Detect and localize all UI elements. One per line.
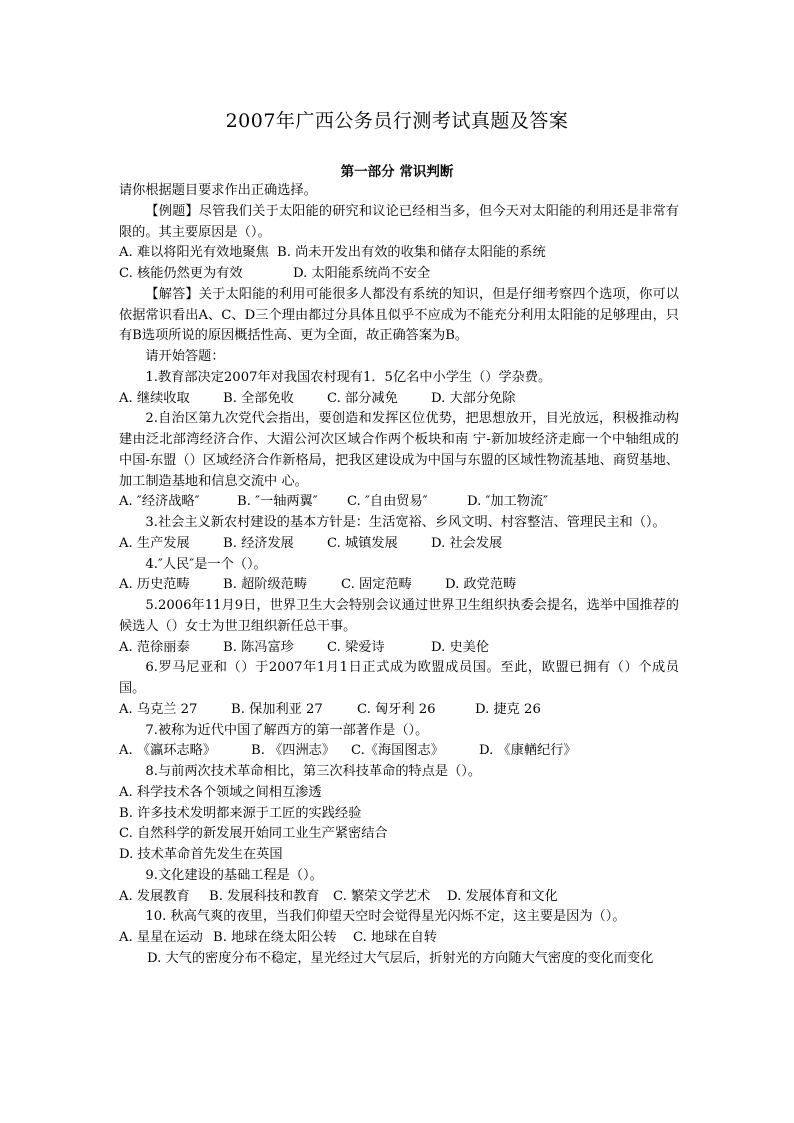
- example-options-row: [119, 264, 679, 285]
- question-text: 2.自治区第九次党代会指出，要创造和发挥区位优势，把思想放开，目光放远，积极推动构建由泛北部湾经济合作、大湄公河次区域合作两个板块和南 宁-新加坡经济走廊一个中轴组成的中国-东盟（）区域经济合作新格局，把我区建设成为中国与东盟的区域性物流基地、商贸基地、加工制造基地和信息交流中 心。: [119, 411, 679, 489]
- option: B. ″一轴两翼″: [237, 494, 318, 510]
- question-text: 6.罗马尼亚和（）于2007年1月1日正式成为欧盟成员国。至此，欧盟已拥有（）个成员国。: [119, 660, 679, 696]
- option: A. 难以将阳光有效地聚焦: [119, 245, 269, 261]
- question-text: 7.被称为近代中国了解西方的第一部著作是（）。: [145, 722, 429, 738]
- option: B. 《四洲志》: [251, 743, 336, 759]
- option: D. 太阳能系统尚不安全: [293, 266, 431, 281]
- option: D. 《康輶纪行》: [479, 743, 577, 759]
- option: D. 社会发展: [431, 535, 503, 551]
- options-row: [119, 887, 679, 908]
- question-text: 1.教育部决定2007年对我国农村现有1．5亿名中小学生（）学杂费。: [145, 369, 552, 385]
- option: B. 地球在绕太阳公转: [213, 930, 337, 945]
- option: C. ″自由贸易″: [347, 494, 428, 510]
- option: A. 乌克兰 27: [119, 701, 198, 717]
- option-line: D. 大气的密度分布不稳定，星光经过大气层后，折射光的方向随大气密度的变化而变化: [147, 950, 654, 966]
- option: D. 政党范畴: [445, 577, 517, 593]
- question-text: 8.与前两次技术革命相比，第三次科技革命的特点是（）。: [145, 764, 482, 779]
- option: D. ″加工物流″: [467, 494, 549, 510]
- option: C. 固定范畴: [341, 577, 412, 593]
- question-text: 9.文化建设的基础工程是（）。: [145, 867, 323, 883]
- question-text: 5.2006年11月9日，世界卫生大会特别会议通过世界卫生组织执委会提名，选举中国推荐的候选人（）女士为世卫组织新任总干事。: [119, 598, 679, 634]
- option: C. 繁荣文学艺术: [333, 888, 431, 904]
- section-heading: 第一部分 常识判断: [340, 164, 454, 180]
- start-prompt: 请开始答题：: [145, 349, 225, 364]
- option: C. 地球在自转: [353, 930, 437, 945]
- options-row: [119, 928, 679, 949]
- option: B. 经济发展: [223, 535, 294, 551]
- option-line: A. 科学技术各个领域之间相互渗透: [119, 784, 322, 800]
- question-text: 4.″人民″是一个（）。: [145, 556, 267, 572]
- option: C. 匈牙利 26: [357, 701, 436, 717]
- option: B. 陈冯富珍: [223, 639, 294, 655]
- option: A. 发展教育: [119, 888, 190, 904]
- options-row: [119, 638, 679, 659]
- option: B. 保加利亚 27: [231, 701, 323, 717]
- options-row: [119, 700, 679, 721]
- example-options-row: [119, 243, 679, 264]
- option: B. 发展科技和教育: [209, 888, 320, 904]
- option: C. 城镇发展: [327, 535, 398, 551]
- example-question: 【例题】尽管我们关于太阳能的研究和议论已经相当多，但今天对太阳能的利用还是非常有限的。其主要原因是（）。: [119, 203, 679, 240]
- option: D. 发展体育和文化: [447, 888, 558, 904]
- option: C.《海国图志》: [351, 743, 444, 759]
- option: C. 部分减免: [327, 390, 398, 406]
- options-row: [119, 389, 679, 410]
- option: D. 捷克 26: [475, 701, 541, 717]
- option: A. 范徐丽泰: [119, 639, 190, 655]
- options-row: [119, 741, 679, 762]
- option: A. ″经济战略″: [119, 494, 200, 510]
- options-row: [119, 534, 679, 555]
- options-row: [119, 575, 679, 596]
- option: A. 历史范畴: [119, 577, 190, 593]
- option: A. 星星在运动: [119, 930, 203, 945]
- option: A. 《瀛环志略》: [119, 743, 217, 759]
- option-line: D. 技术革命首先发生在英国: [119, 847, 283, 862]
- option: B. 尚未开发出有效的收集和储存太阳能的系统: [277, 245, 546, 261]
- option: B. 超阶级范畴: [223, 577, 308, 593]
- option: A. 生产发展: [119, 535, 190, 551]
- question-text: 10. 秋高气爽的夜里，当我们仰望天空时会觉得星光闪烁不定，这主要是因为（）。: [145, 909, 626, 925]
- option: A. 继续收取: [119, 390, 190, 406]
- example-answer: 【解答】关于太阳能的利用可能很多人都没有系统的知识，但是仔细考察四个选项，你可以依据常识看出A、C、D三个理由都过分具体且似乎不应成为不能充分利用太阳能的足够理由，只有B选项所说的原因概括性高、更为全面，故正确答案为B。: [119, 286, 679, 344]
- option: D. 史美伦: [431, 639, 490, 655]
- option-line: C. 自然科学的新发展开始同工业生产紧密结合: [119, 826, 388, 842]
- question-text: 3.社会主义新农村建设的基本方针是：生活宽裕、乡风文明、村容整洁、管理民主和（）。: [145, 515, 666, 530]
- document-body: [119, 181, 679, 970]
- option: C. 核能仍然更为有效: [119, 266, 243, 281]
- option: C. 梁爱诗: [327, 639, 385, 655]
- document-title: 2007年广西公务员行测考试真题及答案: [225, 110, 569, 132]
- options-row: [119, 492, 679, 513]
- option: B. 全部免收: [223, 390, 294, 406]
- instructions: 请你根据题目要求作出正确选择。: [119, 183, 317, 198]
- option-line: B. 许多技术发明都来源于工匠的实践经验: [119, 805, 362, 821]
- option: D. 大部分免除: [431, 390, 516, 406]
